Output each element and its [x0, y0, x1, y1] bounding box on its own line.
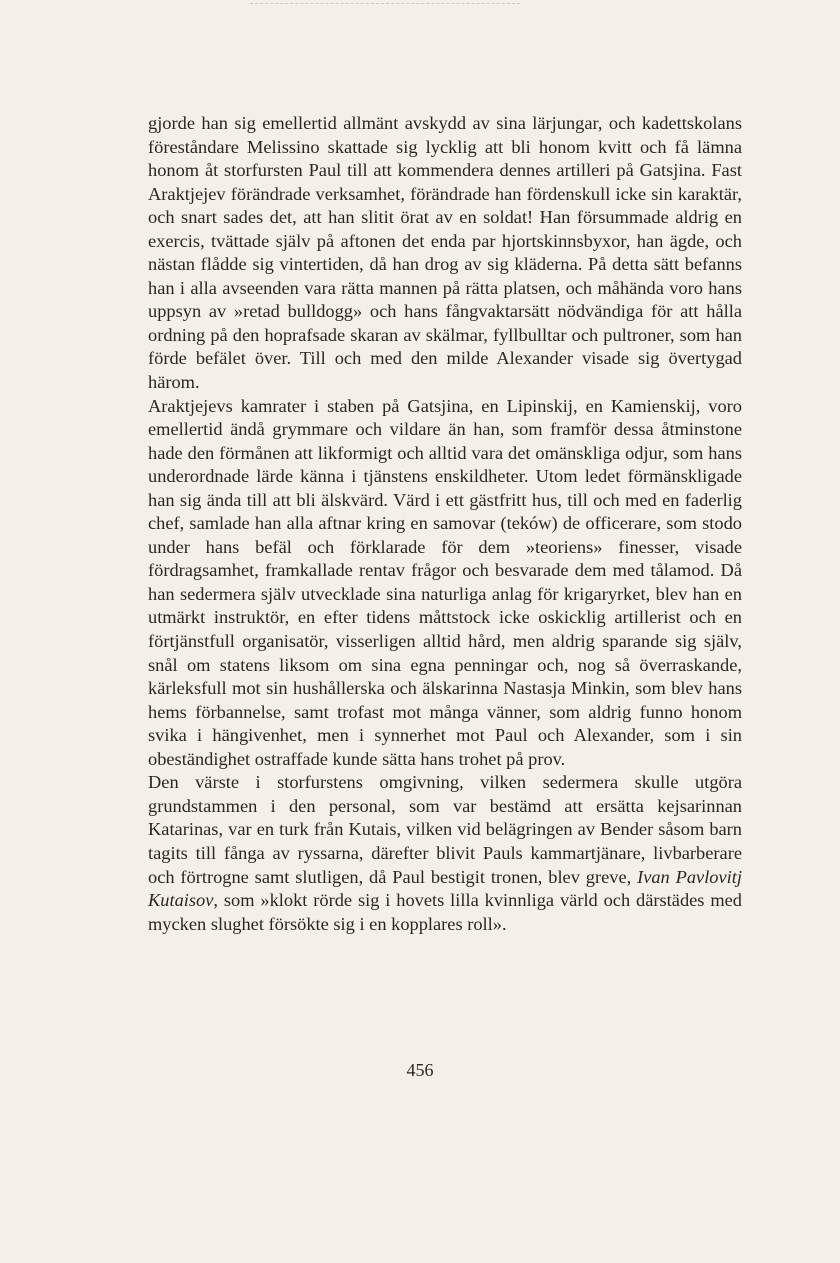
page-number: 456: [406, 1060, 434, 1080]
paragraph-2: Araktjejevs kamrater i staben på Gatsjina, en Lipinskij, en Kamienskij, voro emellertid ändå grymmare och vildare än han, som framför dessa åtminstone hade den förmånen att likformigt och alltid vara det omänskliga odjur, som hans underordnade lärde känna i tjänstens enskildheter. Utom ledet förmänskligade han sig ända till att bli älskvärd. Värd i ett gästfritt hus, till och med en faderlig chef, samlade han alla aftnar kring en samovar (teków) de officerare, som stodo under hans befäl och förklarade för dem »teoriens» finesser, visade fördragsamhet, framkallade rentav frågor och besvarade dem med tålamod. Då han sedermera själv utvecklade sina naturliga anlag för krigaryrket, blev han en utmärkt instruktör, en efter tidens måttstock icke oskicklig artillerist och en förtjänstfull organisatör, visserligen alltid hård, men aldrig sparande sig själv, snål om statens liksom om sina egna penningar och, nog så överraskande, kärleksfull mot sin hushållerska och älskarinna Nastasja Minkin, som blev hans hems förbannelse, samt trofast mot många vänner, som aldrig funno honom svika i hängivenhet, men i synnerhet mot Paul och Alexander, som i sin obeständighet ostraffade kunde sätta hans trohet på prov.: [148, 395, 742, 769]
page-fold-line: [250, 3, 520, 4]
paragraph-1: gjorde han sig emellertid allmänt avskydd av sina lärjungar, och kadettskolans föreståndare Melissino skattade sig lycklig att bli honom kvitt och få lämna honom åt storfursten Paul till att kommendera dennes artilleri på Gatsjina. Fast Araktjejev förändrade verksamhet, förändrade han fördenskull icke sin karaktär, och snart sades det, att han slitit örat av en soldat! Han försummade aldrig en exercis, tvättade själv på aftonen det enda par hjortskinnsbyxor, han ägde, och nästan flådde sig vintertiden, då han drog av sig kläderna. På detta sätt befanns han i alla avseenden vara rätta mannen på rätta platsen, och måhända voro hans uppsyn av »retad bulldogg» och hans fångvaktarsätt nödvändiga för att hålla ordning på den hoprafsade skaran av skälmar, fyllbulltar och pultroner, som han förde befälet över. Till och med den milde Alexander visade sig övertygad härom.: [148, 113, 742, 393]
closing-text: , som »klokt rörde sig i hovets lilla kvinnliga värld och därstädes med mycken slughet försökte sig i en kopplares roll».: [148, 890, 742, 934]
italic-name: Ivan Pavlovitj Kutaisov: [148, 866, 742, 911]
paragraph-3-text: Den värste i storfurstens omgivning, vilken sedermera skulle utgöra grundstammen i den personal, som var bestämd att ersätta kejsarinnan Katarinas, var en turk från Kutais, vilken vid belägringen av Bender såsom barn tagits till fånga av ryssarna, därefter blivit Pauls kammartjänare, livbarberare och förtrogne samt slutligen, då Paul bestigit tronen, blev greve,: [148, 772, 742, 887]
paragraph-3: [148, 771, 742, 936]
body-text: [148, 112, 742, 936]
